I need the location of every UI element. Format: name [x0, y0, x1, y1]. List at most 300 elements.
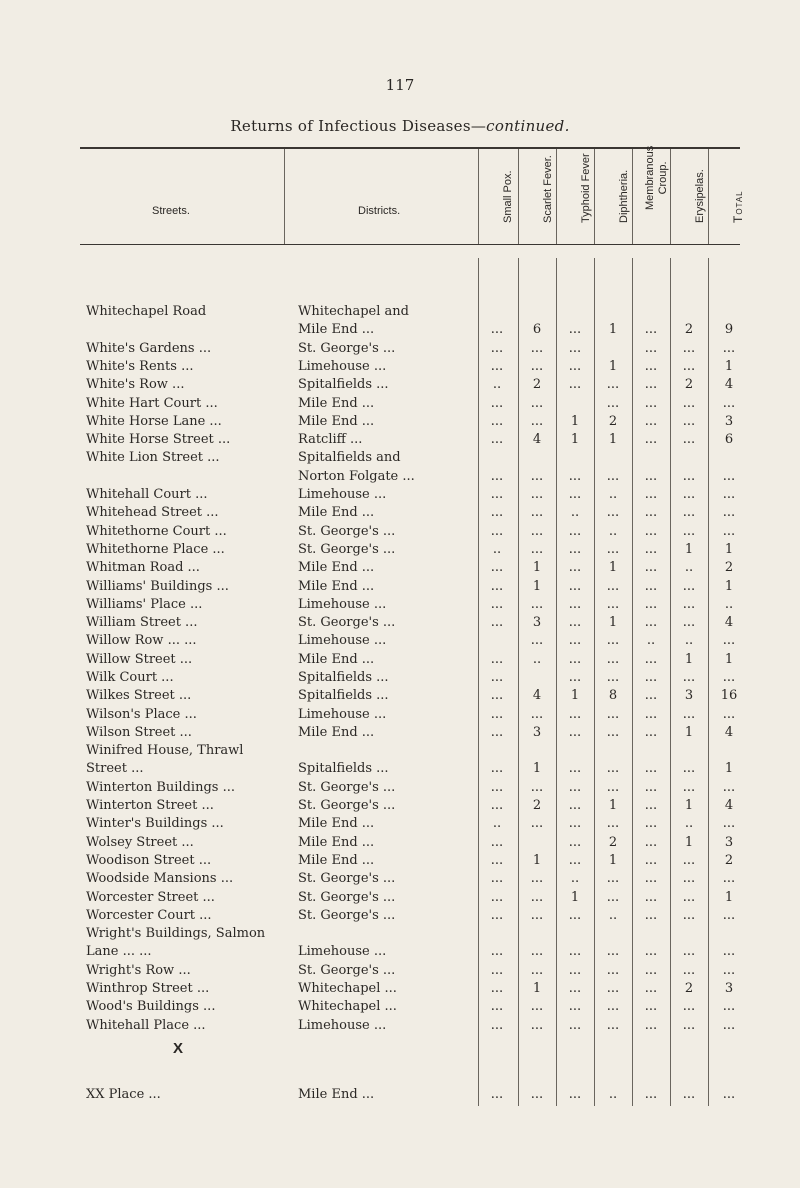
- street-name: Street ...: [86, 761, 144, 776]
- street-name: Whitehall Place ...: [86, 1018, 206, 1033]
- street-name: White Horse Street ...: [86, 432, 231, 447]
- cell-membranous-croup: ...: [644, 963, 658, 978]
- cell-typhoid-fever: ..: [570, 871, 580, 886]
- cell-erysipelas: ...: [682, 1018, 696, 1033]
- cell-typhoid-fever: ...: [568, 524, 582, 539]
- cell-total: 4: [724, 725, 734, 740]
- district-name: Mile End ...: [298, 816, 375, 831]
- district-name: Limehouse ...: [298, 633, 387, 648]
- cell-membranous-croup: ...: [644, 853, 658, 868]
- table-row: [0, 340, 800, 358]
- cell-erysipelas: ...: [682, 524, 696, 539]
- cell-typhoid-fever: ...: [568, 670, 582, 685]
- cell-membranous-croup: ...: [644, 615, 658, 630]
- street-name: Whitechapel Road: [86, 304, 207, 319]
- street-name: Whitman Road ...: [86, 560, 200, 575]
- district-name: St. George's ...: [298, 615, 396, 630]
- cell-small-pox: ...: [490, 359, 504, 374]
- cell-scarlet-fever: 1: [532, 560, 542, 575]
- table-row-continuation: [0, 925, 800, 943]
- cell-scarlet-fever: 3: [532, 615, 542, 630]
- cell-total: ...: [722, 1018, 736, 1033]
- cell-total: ...: [722, 963, 736, 978]
- district-name: Spitalfields ...: [298, 377, 389, 392]
- cell-membranous-croup: ...: [644, 670, 658, 685]
- street-name: White's Rents ...: [86, 359, 194, 374]
- cell-small-pox: ...: [490, 396, 504, 411]
- cell-typhoid-fever: ...: [568, 469, 582, 484]
- district-name: St. George's ...: [298, 890, 396, 905]
- cell-diphtheria: 1: [608, 615, 618, 630]
- district-name: Limehouse ...: [298, 359, 387, 374]
- street-name: Lane ... ...: [86, 944, 152, 959]
- cell-total: 1: [724, 761, 734, 776]
- table-row: [0, 706, 800, 724]
- cell-erysipelas: ...: [682, 670, 696, 685]
- street-name: Wilkes Street ...: [86, 688, 192, 703]
- street-name: Worcester Street ...: [86, 890, 215, 905]
- cell-erysipelas: 2: [684, 377, 694, 392]
- cell-typhoid-fever: ..: [570, 505, 580, 520]
- cell-typhoid-fever: ...: [568, 999, 582, 1014]
- table-row: [0, 962, 800, 980]
- cell-scarlet-fever: ...: [530, 359, 544, 374]
- cell-diphtheria: 1: [608, 560, 618, 575]
- street-name: White Hart Court ...: [86, 396, 218, 411]
- cell-scarlet-fever: 3: [532, 725, 542, 740]
- table-row: [0, 889, 800, 907]
- cell-total: ...: [722, 505, 736, 520]
- cell-total: 1: [724, 890, 734, 905]
- cell-typhoid-fever: ...: [568, 816, 582, 831]
- cell-membranous-croup: ...: [644, 999, 658, 1014]
- cell-scarlet-fever: ...: [530, 1018, 544, 1033]
- district-name: St. George's ...: [298, 871, 396, 886]
- cell-total: 4: [724, 798, 734, 813]
- cell-membranous-croup: ..: [646, 633, 656, 648]
- cell-typhoid-fever: ...: [568, 798, 582, 813]
- cell-total: ...: [722, 341, 736, 356]
- table-row: [0, 760, 800, 778]
- street-name: Whitehead Street ...: [86, 505, 219, 520]
- cell-scarlet-fever: 4: [532, 688, 542, 703]
- title-main: Returns of Infectious Diseases—: [230, 117, 487, 135]
- col-header-membranous-croup: Membranous Croup.: [644, 145, 669, 210]
- cell-erysipelas: 1: [684, 835, 694, 850]
- cell-diphtheria: ...: [606, 579, 620, 594]
- cell-membranous-croup: ...: [644, 542, 658, 557]
- street-name: Winifred House, Thrawl: [86, 743, 244, 758]
- street-name: White's Gardens ...: [86, 341, 212, 356]
- cell-total: ...: [722, 908, 736, 923]
- street-name: Winthrop Street ...: [86, 981, 210, 996]
- cell-small-pox: ..: [492, 377, 502, 392]
- cell-scarlet-fever: ...: [530, 707, 544, 722]
- cell-small-pox: ...: [490, 798, 504, 813]
- district-name: Mile End ...: [298, 560, 375, 575]
- table-row: [0, 321, 800, 339]
- cell-membranous-croup: ...: [644, 322, 658, 337]
- cell-membranous-croup: ...: [644, 890, 658, 905]
- cell-membranous-croup: ...: [644, 505, 658, 520]
- table-row: [0, 870, 800, 888]
- cell-membranous-croup: ...: [644, 816, 658, 831]
- street-name: Willow Street ...: [86, 652, 193, 667]
- district-name: Limehouse ...: [298, 1018, 387, 1033]
- table-row: [0, 413, 800, 431]
- cell-diphtheria: 2: [608, 835, 618, 850]
- table-row: [0, 797, 800, 815]
- cell-erysipelas: 1: [684, 725, 694, 740]
- col-header-streets: Streets.: [152, 205, 190, 217]
- table-row: [0, 395, 800, 413]
- cell-erysipelas: 2: [684, 981, 694, 996]
- cell-diphtheria: 1: [608, 798, 618, 813]
- cell-typhoid-fever: ...: [568, 963, 582, 978]
- cell-membranous-croup: ...: [644, 944, 658, 959]
- cell-diphtheria: ...: [606, 780, 620, 795]
- street-name: Winterton Buildings ...: [86, 780, 235, 795]
- cell-diphtheria: ...: [606, 377, 620, 392]
- table-row: [0, 376, 800, 394]
- cell-scarlet-fever: ..: [532, 652, 542, 667]
- cell-erysipelas: ..: [684, 560, 694, 575]
- cell-typhoid-fever: ...: [568, 1018, 582, 1033]
- cell-typhoid-fever: ...: [568, 1087, 582, 1102]
- cell-total: ...: [722, 816, 736, 831]
- district-name: St. George's ...: [298, 780, 396, 795]
- cell-erysipelas: 3: [684, 688, 694, 703]
- district-name: Limehouse ...: [298, 944, 387, 959]
- table-row: [0, 907, 800, 925]
- cell-erysipelas: ...: [682, 780, 696, 795]
- street-name: Wright's Buildings, Salmon: [86, 926, 266, 941]
- cell-scarlet-fever: ...: [530, 524, 544, 539]
- cell-typhoid-fever: ...: [568, 707, 582, 722]
- cell-diphtheria: ...: [606, 981, 620, 996]
- district-name: Whitechapel ...: [298, 981, 397, 996]
- cell-typhoid-fever: ...: [568, 761, 582, 776]
- cell-scarlet-fever: ...: [530, 944, 544, 959]
- cell-membranous-croup: ...: [644, 688, 658, 703]
- street-name: Winter's Buildings ...: [86, 816, 224, 831]
- table-row: [0, 632, 800, 650]
- cell-small-pox: ...: [490, 963, 504, 978]
- cell-typhoid-fever: ...: [568, 542, 582, 557]
- cell-diphtheria: ...: [606, 469, 620, 484]
- street-name: White's Row ...: [86, 377, 185, 392]
- cell-diphtheria: ...: [606, 944, 620, 959]
- cell-membranous-croup: ...: [644, 432, 658, 447]
- cell-small-pox: ...: [490, 707, 504, 722]
- cell-small-pox: ...: [490, 341, 504, 356]
- cell-scarlet-fever: 2: [532, 377, 542, 392]
- cell-membranous-croup: ...: [644, 560, 658, 575]
- cell-erysipelas: ..: [684, 816, 694, 831]
- cell-total: 9: [724, 322, 734, 337]
- cell-erysipelas: ...: [682, 341, 696, 356]
- cell-erysipelas: ...: [682, 908, 696, 923]
- cell-total: ...: [722, 999, 736, 1014]
- cell-membranous-croup: ...: [644, 871, 658, 886]
- table-row: [0, 779, 800, 797]
- page-title: [0, 117, 800, 135]
- street-name: Whitethorne Place ...: [86, 542, 225, 557]
- cell-total: ...: [722, 944, 736, 959]
- table-row: [0, 468, 800, 486]
- cell-small-pox: ...: [490, 414, 504, 429]
- district-name: Limehouse ...: [298, 597, 387, 612]
- district-name: Spitalfields ...: [298, 670, 389, 685]
- cell-total: ...: [722, 670, 736, 685]
- table-row: [0, 980, 800, 998]
- cell-membranous-croup: ...: [644, 377, 658, 392]
- cell-small-pox: ...: [490, 853, 504, 868]
- street-name: Wright's Row ...: [86, 963, 191, 978]
- cell-diphtheria: 1: [608, 359, 618, 374]
- district-name: Spitalfields ...: [298, 761, 389, 776]
- street-name: Whitethorne Court ...: [86, 524, 227, 539]
- cell-total: ...: [722, 396, 736, 411]
- cell-total: ...: [722, 871, 736, 886]
- cell-typhoid-fever: ...: [568, 322, 582, 337]
- col-header-diphtheria: Diphtheria.: [618, 169, 630, 223]
- table-row: [0, 541, 800, 559]
- cell-typhoid-fever: ...: [568, 944, 582, 959]
- cell-membranous-croup: ...: [644, 835, 658, 850]
- cell-total: ...: [722, 633, 736, 648]
- table-row: [0, 651, 800, 669]
- cell-total: 4: [724, 615, 734, 630]
- cell-small-pox: ...: [490, 597, 504, 612]
- street-name: Wolsey Street ...: [86, 835, 194, 850]
- cell-small-pox: ...: [490, 560, 504, 575]
- cell-diphtheria: ...: [606, 396, 620, 411]
- table-row: [0, 852, 800, 870]
- col-header-scarlet-fever: Scarlet Fever.: [542, 155, 554, 223]
- cell-small-pox: ...: [490, 670, 504, 685]
- cell-erysipelas: ...: [682, 597, 696, 612]
- cell-scarlet-fever: ...: [530, 908, 544, 923]
- cell-membranous-croup: ...: [644, 396, 658, 411]
- street-name: Wilson Street ...: [86, 725, 192, 740]
- cell-erysipelas: 2: [684, 322, 694, 337]
- cell-small-pox: ...: [490, 944, 504, 959]
- table-row: [0, 834, 800, 852]
- cell-small-pox: ...: [490, 505, 504, 520]
- cell-small-pox: ...: [490, 725, 504, 740]
- cell-erysipelas: ...: [682, 505, 696, 520]
- cell-erysipelas: ..: [684, 633, 694, 648]
- cell-membranous-croup: ...: [644, 524, 658, 539]
- street-name: Woodside Mansions ...: [86, 871, 234, 886]
- table-top-rule: [80, 147, 740, 149]
- cell-diphtheria: ..: [608, 524, 618, 539]
- cell-small-pox: ...: [490, 981, 504, 996]
- street-name: Wood's Buildings ...: [86, 999, 216, 1014]
- cell-small-pox: ...: [490, 579, 504, 594]
- cell-small-pox: ...: [490, 780, 504, 795]
- cell-scarlet-fever: ...: [530, 414, 544, 429]
- cell-typhoid-fever: ...: [568, 780, 582, 795]
- cell-typhoid-fever: 1: [570, 414, 580, 429]
- cell-diphtheria: 1: [608, 432, 618, 447]
- table-row: [0, 724, 800, 742]
- cell-typhoid-fever: ...: [568, 725, 582, 740]
- cell-small-pox: ...: [490, 322, 504, 337]
- section-letter: X: [172, 1040, 183, 1057]
- street-name: White Lion Street ...: [86, 450, 220, 465]
- table-row: [0, 687, 800, 705]
- cell-scarlet-fever: ...: [530, 505, 544, 520]
- district-name: St. George's ...: [298, 542, 396, 557]
- cell-membranous-croup: ...: [644, 1018, 658, 1033]
- district-name: Mile End ...: [298, 835, 375, 850]
- cell-scarlet-fever: 1: [532, 853, 542, 868]
- cell-scarlet-fever: 2: [532, 798, 542, 813]
- cell-erysipelas: ...: [682, 414, 696, 429]
- cell-diphtheria: ...: [606, 963, 620, 978]
- cell-scarlet-fever: 1: [532, 579, 542, 594]
- cell-typhoid-fever: ...: [568, 981, 582, 996]
- cell-typhoid-fever: ...: [568, 597, 582, 612]
- street-name: Woodison Street ...: [86, 853, 212, 868]
- district-name: Spitalfields and: [298, 450, 401, 465]
- cell-membranous-croup: ...: [644, 707, 658, 722]
- table-row: [0, 431, 800, 449]
- street-name: XX Place ...: [86, 1087, 161, 1102]
- table-row: [0, 943, 800, 961]
- table-row: [0, 578, 800, 596]
- cell-diphtheria: ...: [606, 542, 620, 557]
- street-name: Williams' Buildings ...: [86, 579, 229, 594]
- cell-erysipelas: 1: [684, 798, 694, 813]
- cell-diphtheria: ...: [606, 1018, 620, 1033]
- cell-membranous-croup: ...: [644, 798, 658, 813]
- district-name: Mile End ...: [298, 396, 375, 411]
- cell-scarlet-fever: 6: [532, 322, 542, 337]
- cell-erysipelas: ...: [682, 999, 696, 1014]
- cell-diphtheria: ...: [606, 633, 620, 648]
- cell-membranous-croup: ...: [644, 414, 658, 429]
- district-name: Mile End ...: [298, 853, 375, 868]
- cell-scarlet-fever: ...: [530, 469, 544, 484]
- cell-diphtheria: ..: [608, 487, 618, 502]
- cell-membranous-croup: ...: [644, 780, 658, 795]
- header-bottom-rule: [80, 244, 740, 245]
- cell-typhoid-fever: ...: [568, 377, 582, 392]
- cell-scarlet-fever: ...: [530, 542, 544, 557]
- district-name: Mile End ...: [298, 1087, 375, 1102]
- cell-total: ..: [724, 597, 734, 612]
- cell-scarlet-fever: ...: [530, 999, 544, 1014]
- table-row: [0, 614, 800, 632]
- street-name: Williams' Place ...: [86, 597, 203, 612]
- cell-scarlet-fever: ...: [530, 597, 544, 612]
- cell-diphtheria: ...: [606, 707, 620, 722]
- district-name: Limehouse ...: [298, 707, 387, 722]
- cell-typhoid-fever: ...: [568, 853, 582, 868]
- cell-scarlet-fever: ...: [530, 396, 544, 411]
- district-name: Norton Folgate ...: [298, 469, 415, 484]
- cell-erysipelas: ...: [682, 853, 696, 868]
- table-row: [0, 486, 800, 504]
- cell-small-pox: ...: [490, 688, 504, 703]
- col-divider: [284, 149, 285, 244]
- cell-scarlet-fever: ...: [530, 1087, 544, 1102]
- cell-scarlet-fever: ...: [530, 963, 544, 978]
- cell-diphtheria: ...: [606, 652, 620, 667]
- district-name: Whitechapel and: [298, 304, 409, 319]
- cell-diphtheria: ...: [606, 670, 620, 685]
- cell-diphtheria: ...: [606, 505, 620, 520]
- street-name: William Street ...: [86, 615, 198, 630]
- cell-scarlet-fever: ...: [530, 816, 544, 831]
- cell-total: 2: [724, 560, 734, 575]
- cell-small-pox: ..: [492, 542, 502, 557]
- table-row: [0, 669, 800, 687]
- cell-erysipelas: ...: [682, 359, 696, 374]
- col-header-total: Total: [731, 190, 745, 223]
- table-row: [0, 1017, 800, 1035]
- cell-erysipelas: ...: [682, 396, 696, 411]
- cell-erysipelas: ...: [682, 890, 696, 905]
- district-name: Mile End ...: [298, 579, 375, 594]
- table-row: [0, 559, 800, 577]
- district-name: St. George's ...: [298, 908, 396, 923]
- cell-small-pox: ...: [490, 432, 504, 447]
- cell-diphtheria: ..: [608, 1087, 618, 1102]
- street-name: Willow Row ... ...: [86, 633, 197, 648]
- cell-total: 4: [724, 377, 734, 392]
- cell-erysipelas: ...: [682, 761, 696, 776]
- cell-diphtheria: ...: [606, 597, 620, 612]
- cell-total: ...: [722, 487, 736, 502]
- table-row: [0, 523, 800, 541]
- cell-scarlet-fever: ...: [530, 341, 544, 356]
- street-name: White Horse Lane ...: [86, 414, 222, 429]
- table-row-continuation: [0, 742, 800, 760]
- cell-diphtheria: 8: [608, 688, 618, 703]
- cell-small-pox: ...: [490, 908, 504, 923]
- cell-membranous-croup: ...: [644, 341, 658, 356]
- table-row: [0, 1086, 800, 1104]
- table-row: [0, 998, 800, 1016]
- cell-diphtheria: ...: [606, 999, 620, 1014]
- cell-typhoid-fever: 1: [570, 890, 580, 905]
- cell-typhoid-fever: ...: [568, 908, 582, 923]
- cell-total: ...: [722, 1087, 736, 1102]
- cell-erysipelas: 1: [684, 652, 694, 667]
- cell-erysipelas: ...: [682, 963, 696, 978]
- cell-small-pox: ...: [490, 1087, 504, 1102]
- street-name: Wilk Court ...: [86, 670, 174, 685]
- cell-total: ...: [722, 780, 736, 795]
- table-row: [0, 504, 800, 522]
- col-header-typhoid-fever: Typhoid Fever: [580, 153, 592, 223]
- cell-erysipelas: ...: [682, 615, 696, 630]
- cell-typhoid-fever: ...: [568, 835, 582, 850]
- cell-diphtheria: 1: [608, 853, 618, 868]
- district-name: Mile End ...: [298, 725, 375, 740]
- cell-total: ...: [722, 707, 736, 722]
- cell-scarlet-fever: ...: [530, 780, 544, 795]
- cell-erysipelas: ...: [682, 707, 696, 722]
- cell-total: 1: [724, 542, 734, 557]
- cell-membranous-croup: ...: [644, 652, 658, 667]
- cell-small-pox: ...: [490, 1018, 504, 1033]
- cell-scarlet-fever: ...: [530, 890, 544, 905]
